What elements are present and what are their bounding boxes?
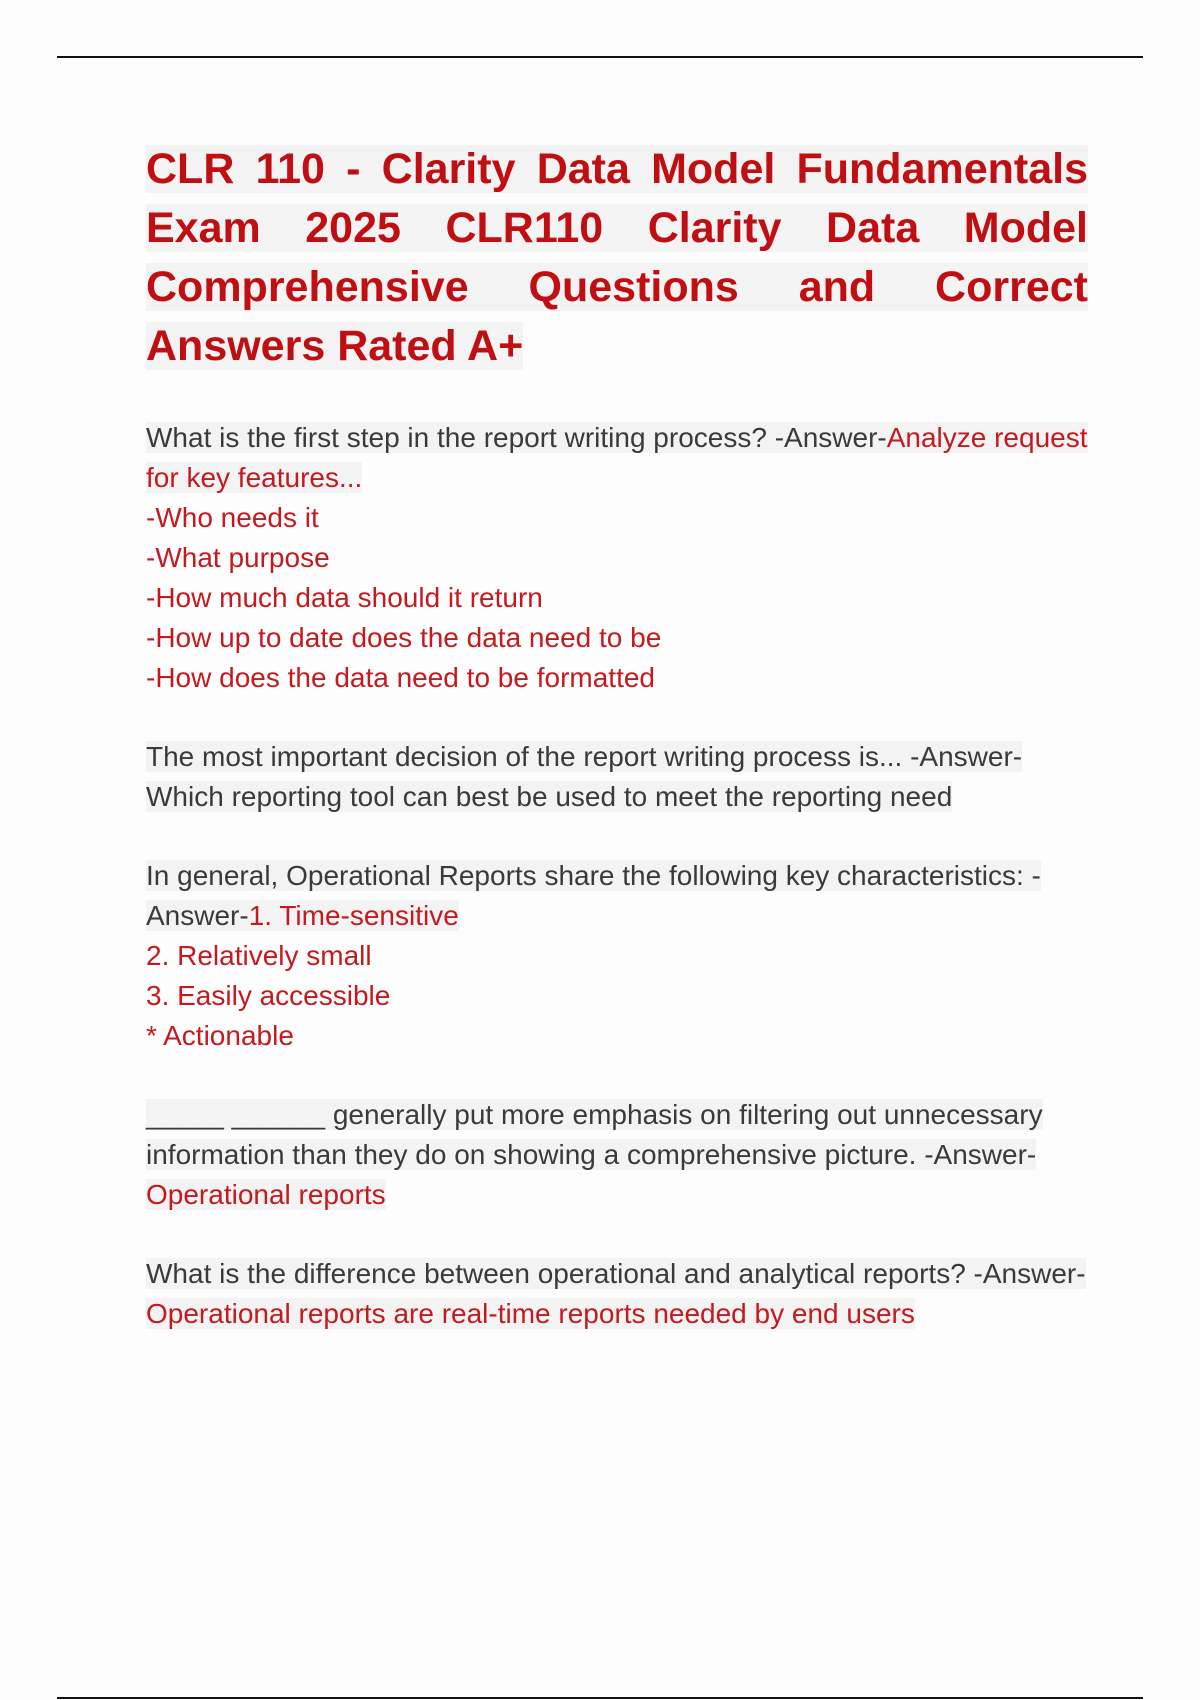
answer-line: -Who needs it: [146, 502, 319, 533]
question-text: _____ ______ generally put more emphasis on filtering out unnecessary information than they do on showing a comprehensive picture. -Answer-: [146, 1099, 1043, 1170]
answer-line: Analyze request for key features...: [146, 422, 1088, 493]
answer-line: 3. Easily accessible: [146, 980, 391, 1011]
qa-item-1: [146, 418, 1088, 698]
answer-line: 2. Relatively small: [146, 940, 372, 971]
answer-line: -How up to date does the data need to be: [146, 622, 662, 653]
footer-rule: [57, 1697, 1143, 1699]
answer-line: 1. Time-sensitive: [248, 900, 459, 931]
qa-item-3: [146, 856, 1088, 1056]
header-rule: [57, 56, 1143, 58]
answer-text: Operational reports are real-time reports needed by end users: [146, 1298, 915, 1329]
question-text: What is the first step in the report writing process? -Answer-: [146, 422, 887, 453]
answer-line: -How much data should it return: [146, 582, 543, 613]
question-text: The most important decision of the report writing process is... -Answer-Which reporting tool can best be used to meet the reporting need: [146, 741, 1023, 812]
qa-item-4: [146, 1095, 1088, 1215]
answer-text: Operational reports: [146, 1179, 386, 1210]
document-body: [146, 140, 1088, 1334]
document-title: CLR 110 - Clarity Data Model Fundamentals Exam 2025 CLR110 Clarity Data Model Comprehensive Questions and Correct Answers Rated A+: [146, 145, 1088, 370]
question-text: In general, Operational Reports share the following key characteristics: -Answer-: [146, 860, 1041, 931]
question-text: What is the difference between operational and analytical reports? -Answer-: [146, 1258, 1086, 1289]
qa-item-5: [146, 1254, 1088, 1334]
answer-line: -How does the data need to be formatted: [146, 662, 655, 693]
answer-line: * Actionable: [146, 1020, 294, 1051]
qa-item-2: [146, 737, 1088, 817]
answer-line: -What purpose: [146, 542, 330, 573]
